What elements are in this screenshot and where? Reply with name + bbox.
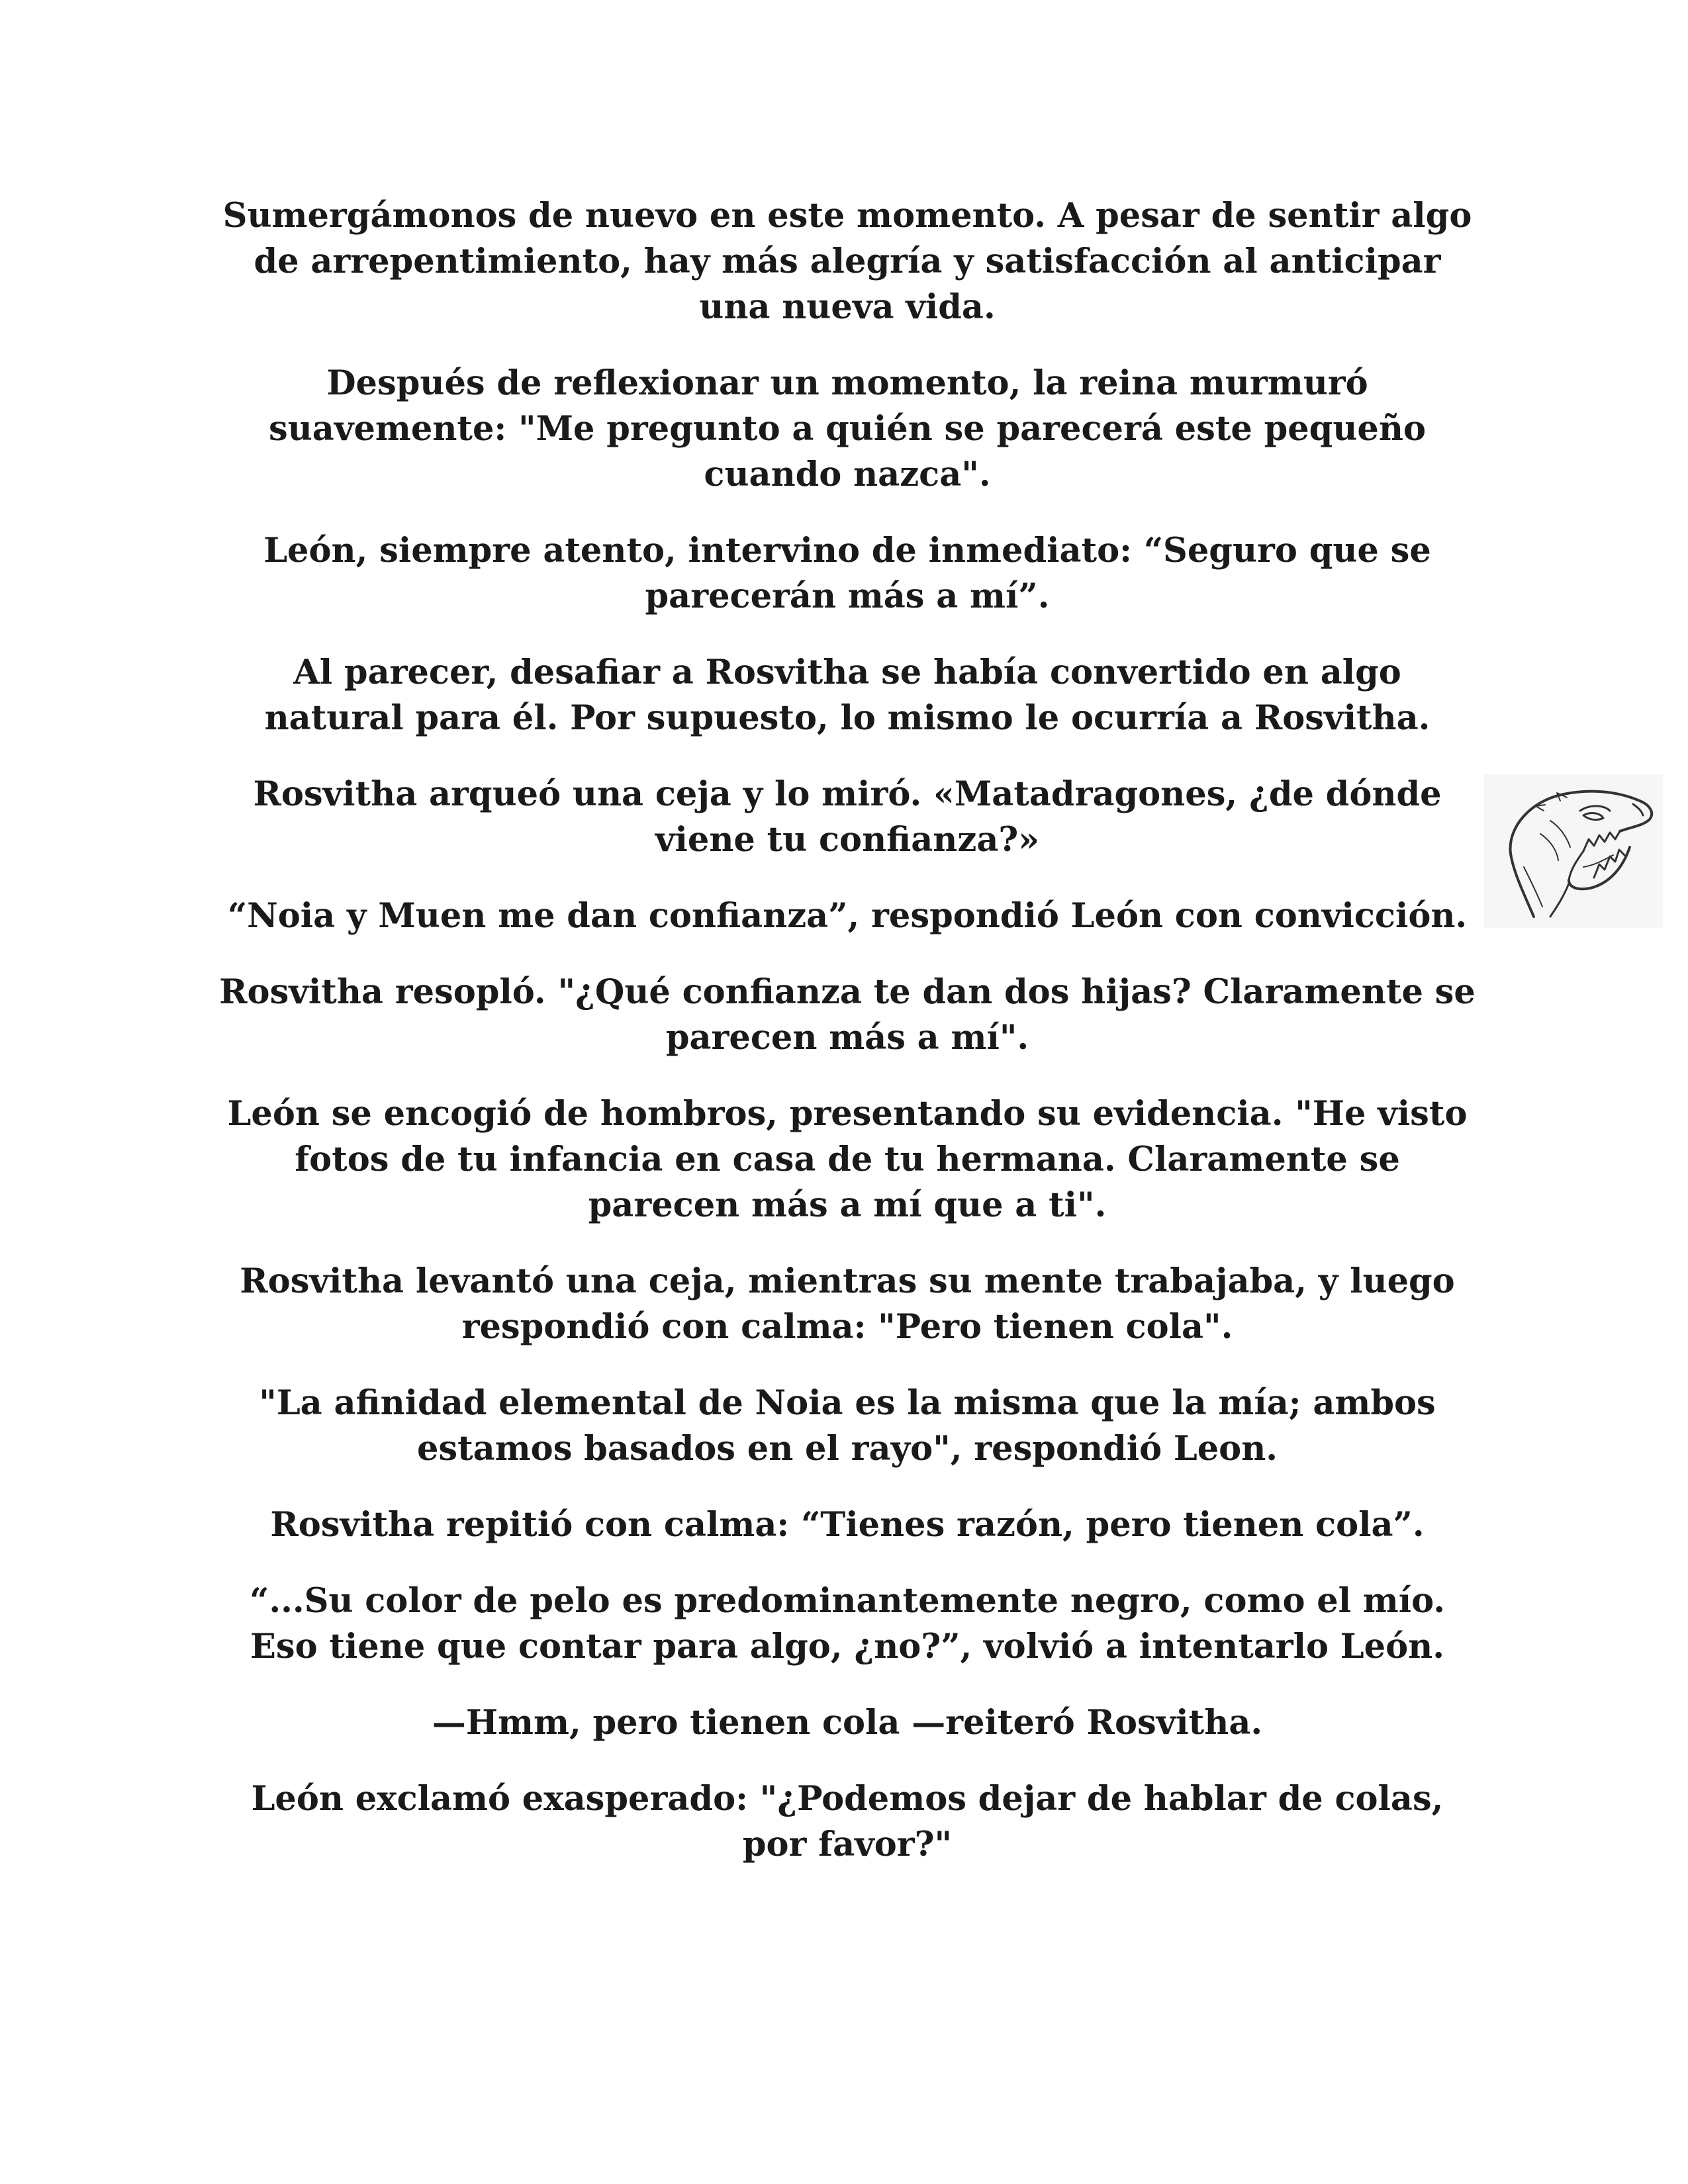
dinosaur-head-sketch-icon <box>1484 774 1663 928</box>
paragraph-9: Rosvitha levantó una ceja, mientras su mente trabajaba, y luego respondió con calma: "Pero tienen cola". <box>240 1261 1455 1347</box>
paragraph-2: Después de reflexionar un momento, la reina murmuró suavemente: "Me pregunto a quién se parecerá este pequeño cuando nazca". <box>269 363 1426 494</box>
paragraph-13: —Hmm, pero tienen cola —reiteró Rosvitha. <box>432 1703 1263 1743</box>
paragraph-3: León, siempre atento, intervino de inmediato: “Seguro que se parecerán más a mí”. <box>263 531 1431 616</box>
paragraph-6: “Noia y Muen me dan confianza”, respondió León con convicción. <box>227 896 1468 936</box>
paragraph-12: “...Su color de pelo es predominantemente negro, como el mío. Eso tiene que contar para algo, ¿no?”, volvió a intentarlo León. <box>249 1581 1446 1666</box>
paragraph-7: Rosvitha resopló. "¿Qué confianza te dan dos hijas? Claramente se parecen más a mí". <box>219 972 1476 1058</box>
paragraph-11: Rosvitha repitió con calma: “Tienes razón, pero tienen cola”. <box>270 1505 1425 1545</box>
paragraph-4: Al parecer, desafiar a Rosvitha se había convertido en algo natural para él. Por supuesto, lo mismo le ocurría a Rosvitha. <box>264 653 1430 738</box>
paragraph-8: León se encogió de hombros, presentando su evidencia. "He visto fotos de tu infancia en casa de tu hermana. Claramente se parecen más a mí que a ti". <box>227 1094 1468 1225</box>
story-text <box>218 193 1476 1898</box>
paragraph-10: "La afinidad elemental de Noia es la misma que la mía; ambos estamos basados en el rayo", respondió Leon. <box>259 1383 1436 1469</box>
paragraph-14: León exclamó exasperado: "¿Podemos dejar de hablar de colas, por favor?" <box>251 1779 1444 1864</box>
paragraph-5: Rosvitha arqueó una ceja y lo miró. «Matadragones, ¿de dónde viene tu confianza?» <box>253 774 1442 860</box>
paragraph-1: Sumergámonos de nuevo en este momento. A pesar de sentir algo de arrepentimiento, hay más alegría y satisfacción al anticipar una nueva vida. <box>222 196 1472 327</box>
